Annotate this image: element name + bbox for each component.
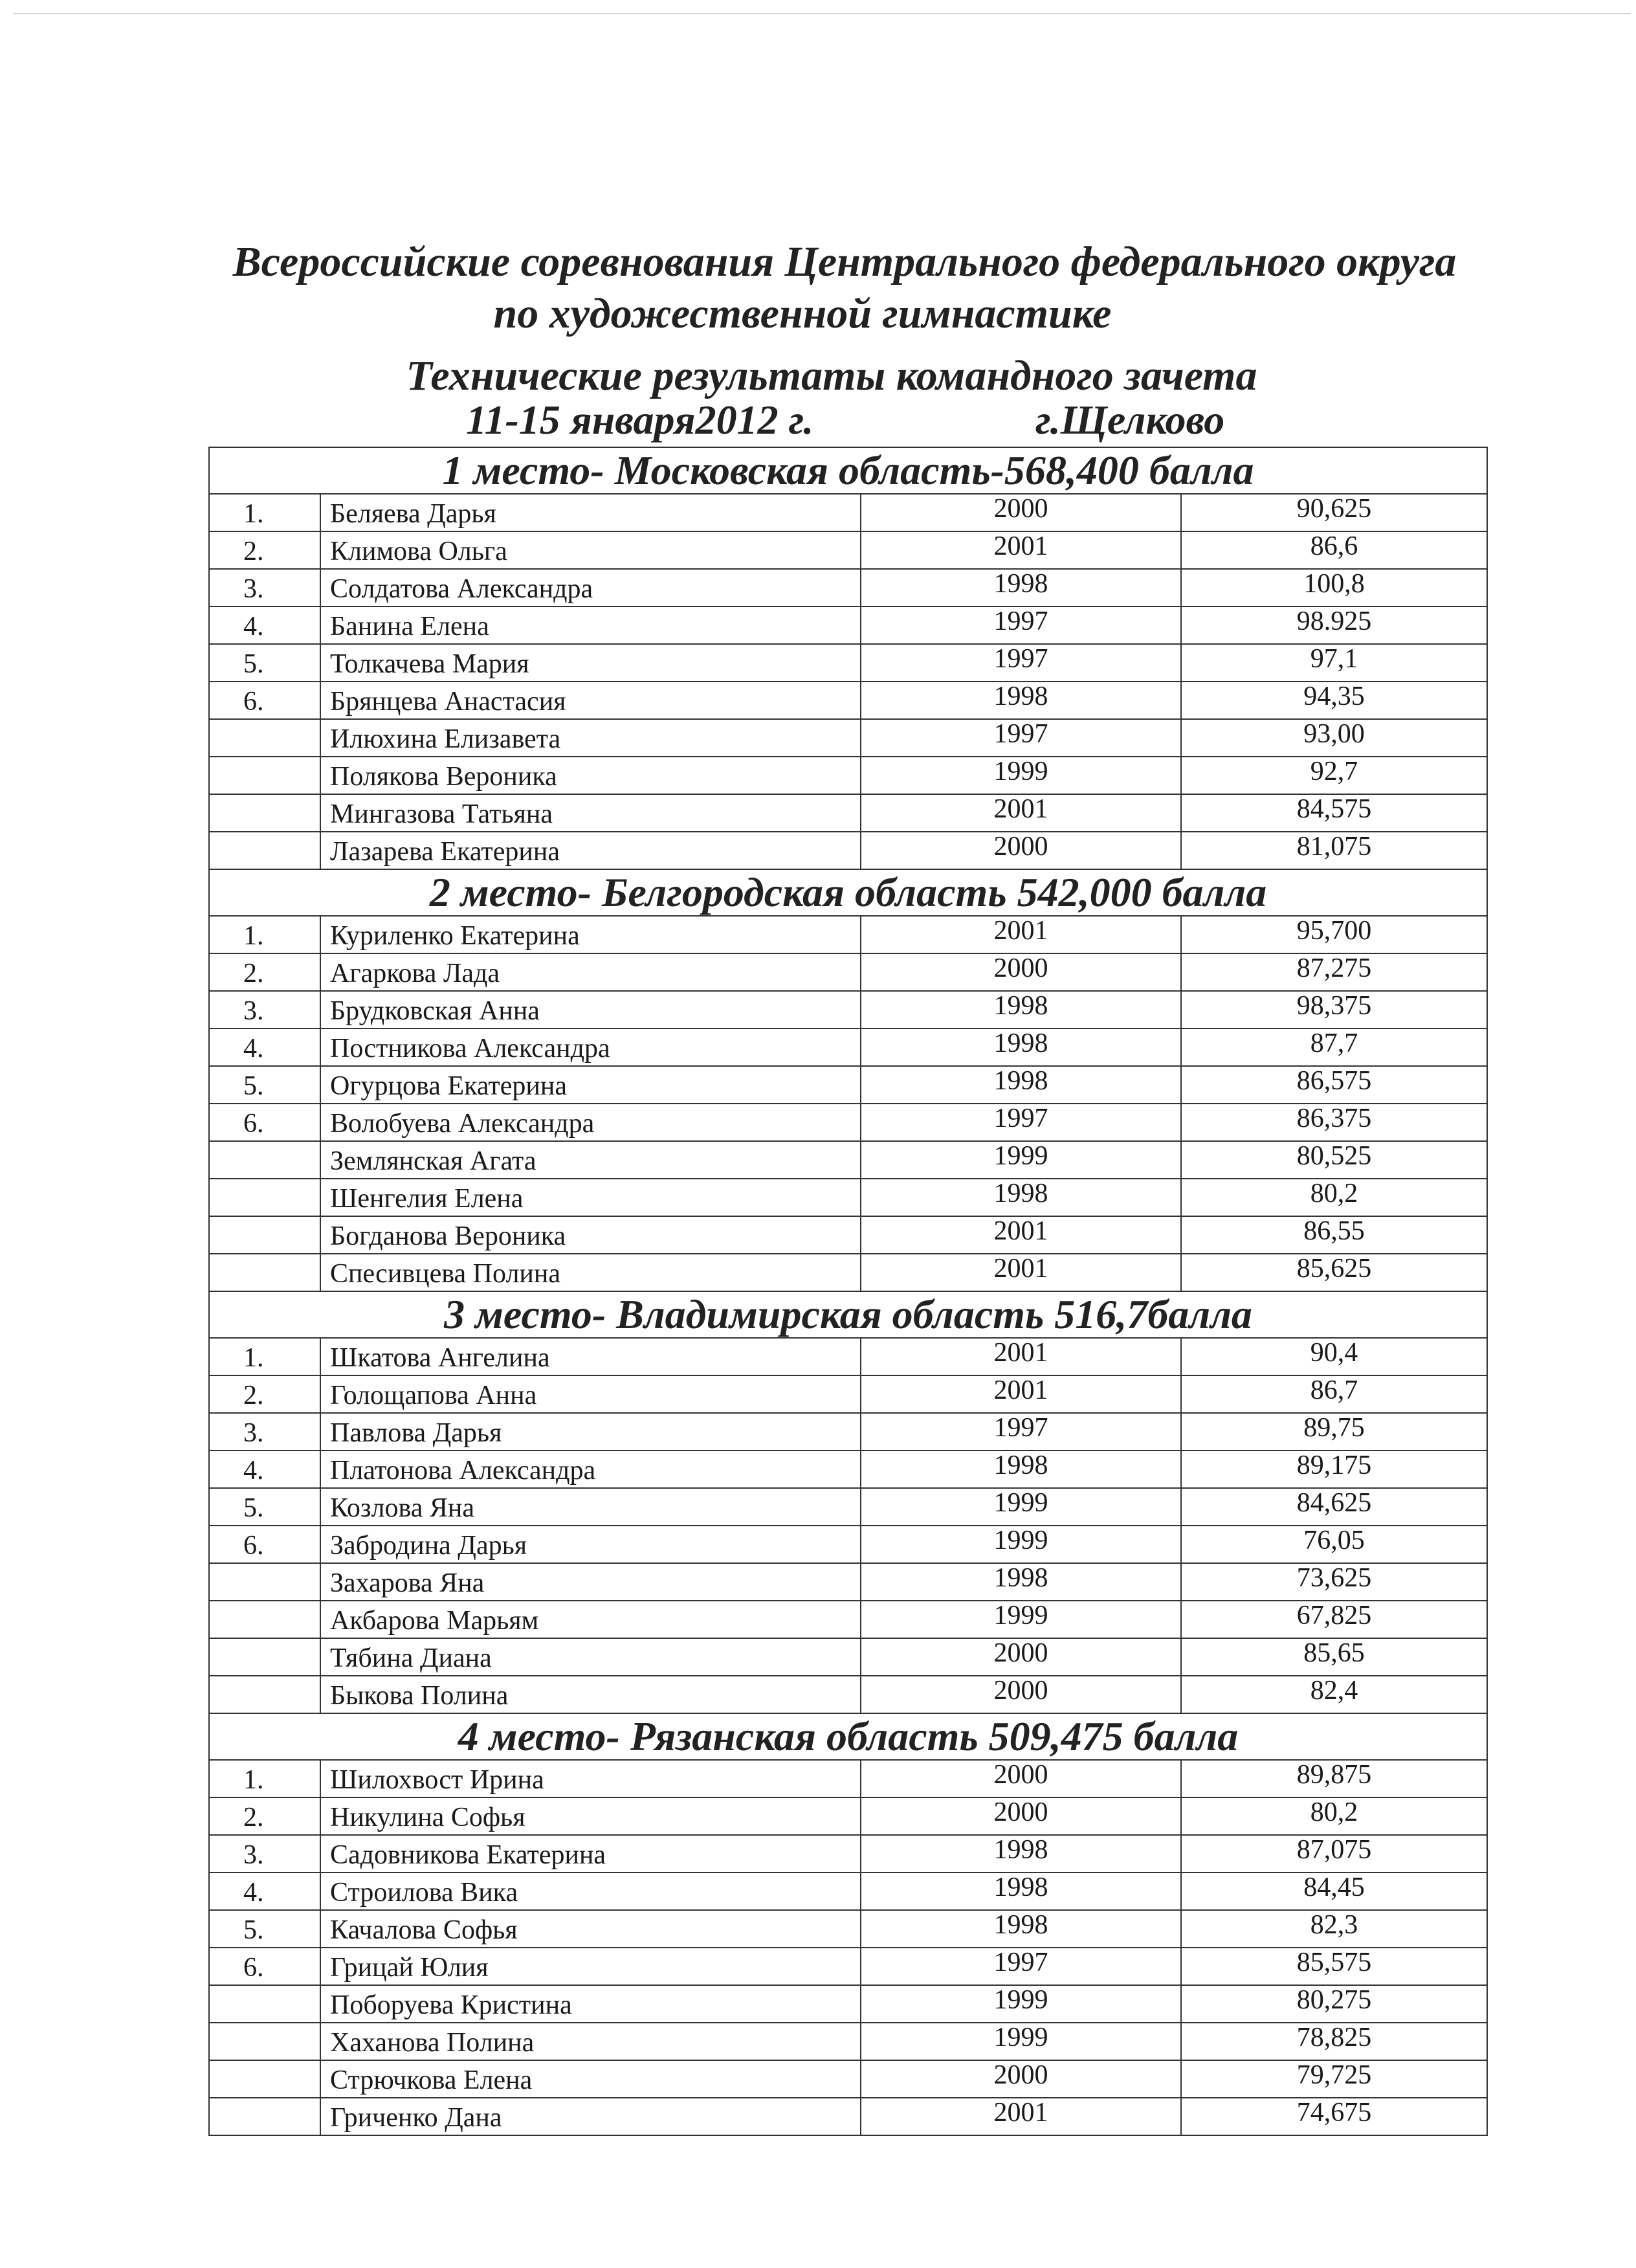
athlete-name-cell: Стрючкова Елена	[320, 2060, 861, 2098]
birth-year-cell: 1998	[861, 1910, 1181, 1948]
score-cell: 89,75	[1181, 1413, 1487, 1451]
score-cell: 94,35	[1181, 682, 1487, 719]
athlete-name-cell: Шилохвост Ирина	[320, 1760, 861, 1797]
title-line-1: Всероссийские соревнования Центрального федерального округа	[232, 238, 1457, 285]
birth-year-cell: 1998	[861, 1451, 1181, 1488]
birth-year-cell: 1999	[861, 757, 1181, 794]
table-row	[209, 719, 1487, 757]
place-number-cell	[209, 1985, 320, 2023]
title-line-3: Технические результаты командного зачета	[406, 352, 1257, 399]
athlete-name-cell: Спесивцева Полина	[320, 1254, 861, 1291]
table-row	[209, 916, 1487, 953]
score-cell: 93,00	[1181, 719, 1487, 757]
birth-year-cell: 1999	[861, 1601, 1181, 1638]
score-cell: 95,700	[1181, 916, 1487, 953]
table-row	[209, 794, 1487, 832]
place-number-cell: 6.	[209, 1104, 320, 1141]
score-cell: 80,275	[1181, 1985, 1487, 2023]
birth-year-cell: 2001	[861, 794, 1181, 832]
athlete-name-cell: Мингазова Татьяна	[320, 794, 861, 832]
team-header-row	[209, 1713, 1487, 1760]
score-cell: 80,525	[1181, 1141, 1487, 1179]
athlete-name-cell: Акбарова Марьям	[320, 1601, 861, 1638]
table-row	[209, 1141, 1487, 1179]
athlete-name-cell: Быкова Полина	[320, 1676, 861, 1713]
table-row	[209, 644, 1487, 682]
place-number-cell	[209, 1216, 320, 1254]
place-number-cell	[209, 2060, 320, 2098]
event-dates: 11-15 января2012 г.	[466, 397, 814, 443]
score-cell: 87,275	[1181, 953, 1487, 991]
table-row	[209, 2098, 1487, 2135]
score-cell: 86,55	[1181, 1216, 1487, 1254]
table-row	[209, 953, 1487, 991]
athlete-name-cell: Забродина Дарья	[320, 1526, 861, 1563]
table-row	[209, 1948, 1487, 1985]
athlete-name-cell: Брянцева Анастасия	[320, 682, 861, 719]
birth-year-cell: 1997	[861, 1948, 1181, 1985]
place-number-cell	[209, 1254, 320, 1291]
score-cell: 86,375	[1181, 1104, 1487, 1141]
table-row	[209, 1254, 1487, 1291]
athlete-name-cell: Строилова Вика	[320, 1873, 861, 1910]
score-cell: 98.925	[1181, 606, 1487, 644]
birth-year-cell: 1998	[861, 991, 1181, 1028]
athlete-name-cell: Банина Елена	[320, 606, 861, 644]
score-cell: 85,65	[1181, 1638, 1487, 1676]
place-number-cell: 2.	[209, 953, 320, 991]
birth-year-cell: 2000	[861, 1638, 1181, 1676]
athlete-name-cell: Брудковская Анна	[320, 991, 861, 1028]
place-number-cell: 3.	[209, 569, 320, 606]
athlete-name-cell: Голощапова Анна	[320, 1375, 861, 1413]
score-cell: 100,8	[1181, 569, 1487, 606]
table-row	[209, 531, 1487, 569]
athlete-name-cell: Козлова Яна	[320, 1488, 861, 1526]
athlete-name-cell: Волобуева Александра	[320, 1104, 861, 1141]
table-row	[209, 1835, 1487, 1873]
birth-year-cell: 2001	[861, 1338, 1181, 1375]
birth-year-cell: 2001	[861, 1216, 1181, 1254]
athlete-name-cell: Толкачева Мария	[320, 644, 861, 682]
place-number-cell: 6.	[209, 1948, 320, 1985]
table-row	[209, 1985, 1487, 2023]
birth-year-cell: 2000	[861, 1760, 1181, 1797]
birth-year-cell: 1998	[861, 1066, 1181, 1104]
table-row	[209, 1676, 1487, 1713]
score-cell: 97,1	[1181, 644, 1487, 682]
place-number-cell	[209, 2098, 320, 2135]
score-cell: 98,375	[1181, 991, 1487, 1028]
athlete-name-cell: Поборуева Кристина	[320, 1985, 861, 2023]
birth-year-cell: 2000	[861, 494, 1181, 531]
place-number-cell: 6.	[209, 1526, 320, 1563]
table-row	[209, 1451, 1487, 1488]
place-number-cell: 2.	[209, 1797, 320, 1835]
birth-year-cell: 1997	[861, 719, 1181, 757]
place-number-cell	[209, 1179, 320, 1216]
score-cell: 67,825	[1181, 1601, 1487, 1638]
score-cell: 90,625	[1181, 494, 1487, 531]
event-city: г.Щелково	[1035, 397, 1225, 443]
score-cell: 82,4	[1181, 1676, 1487, 1713]
athlete-name-cell: Шкатова Ангелина	[320, 1338, 861, 1375]
score-cell: 86,575	[1181, 1066, 1487, 1104]
birth-year-cell: 2000	[861, 2060, 1181, 2098]
place-number-cell: 2.	[209, 531, 320, 569]
birth-year-cell: 1999	[861, 1141, 1181, 1179]
table-row	[209, 832, 1487, 869]
birth-year-cell: 1997	[861, 1104, 1181, 1141]
birth-year-cell: 2001	[861, 916, 1181, 953]
place-number-cell: 5.	[209, 1910, 320, 1948]
birth-year-cell: 1998	[861, 682, 1181, 719]
table-row	[209, 682, 1487, 719]
team-title: 2 место- Белгородская область 542,000 балла	[209, 869, 1487, 916]
birth-year-cell: 1998	[861, 1179, 1181, 1216]
birth-year-cell: 1998	[861, 1563, 1181, 1601]
place-number-cell	[209, 2023, 320, 2060]
team-header-row	[209, 447, 1487, 494]
team-results-body	[209, 447, 1487, 2135]
athlete-name-cell: Богданова Вероника	[320, 1216, 861, 1254]
place-number-cell	[209, 1638, 320, 1676]
athlete-name-cell: Куриленко Екатерина	[320, 916, 861, 953]
birth-year-cell: 1999	[861, 2023, 1181, 2060]
birth-year-cell: 1997	[861, 1413, 1181, 1451]
place-number-cell: 1.	[209, 916, 320, 953]
score-cell: 86,7	[1181, 1375, 1487, 1413]
place-number-cell: 2.	[209, 1375, 320, 1413]
athlete-name-cell: Беляева Дарья	[320, 494, 861, 531]
table-row	[209, 757, 1487, 794]
athlete-name-cell: Постникова Александра	[320, 1028, 861, 1066]
score-cell: 87,7	[1181, 1028, 1487, 1066]
place-number-cell: 5.	[209, 1488, 320, 1526]
table-row	[209, 1488, 1487, 1526]
athlete-name-cell: Грицай Юлия	[320, 1948, 861, 1985]
score-cell: 85,575	[1181, 1948, 1487, 1985]
birth-year-cell: 1998	[861, 1835, 1181, 1873]
birth-year-cell: 2001	[861, 531, 1181, 569]
place-number-cell: 4.	[209, 1873, 320, 1910]
score-cell: 84,575	[1181, 794, 1487, 832]
table-row	[209, 1179, 1487, 1216]
table-row	[209, 569, 1487, 606]
athlete-name-cell: Огурцова Екатерина	[320, 1066, 861, 1104]
table-row	[209, 1910, 1487, 1948]
score-cell: 73,625	[1181, 1563, 1487, 1601]
athlete-name-cell: Никулина Софья	[320, 1797, 861, 1835]
place-number-cell: 1.	[209, 494, 320, 531]
athlete-name-cell: Хаханова Полина	[320, 2023, 861, 2060]
team-header-row	[209, 869, 1487, 916]
table-row	[209, 1066, 1487, 1104]
place-number-cell: 1.	[209, 1760, 320, 1797]
birth-year-cell: 1999	[861, 1526, 1181, 1563]
score-cell: 89,175	[1181, 1451, 1487, 1488]
place-number-cell: 4.	[209, 606, 320, 644]
place-number-cell	[209, 1563, 320, 1601]
score-cell: 90,4	[1181, 1338, 1487, 1375]
table-row	[209, 1797, 1487, 1835]
table-row	[209, 494, 1487, 531]
birth-year-cell: 1998	[861, 1873, 1181, 1910]
score-cell: 76,05	[1181, 1526, 1487, 1563]
table-row	[209, 1028, 1487, 1066]
table-row	[209, 2060, 1487, 2098]
table-row	[209, 1873, 1487, 1910]
birth-year-cell: 1999	[861, 1488, 1181, 1526]
athlete-name-cell: Тябина Диана	[320, 1638, 861, 1676]
place-number-cell	[209, 757, 320, 794]
team-title: 1 место- Московская область-568,400 балла	[209, 447, 1487, 494]
table-row	[209, 1216, 1487, 1254]
team-results-table	[208, 447, 1488, 2136]
team-title: 4 место- Рязанская область 509,475 балла	[209, 1713, 1487, 1760]
athlete-name-cell: Полякова Вероника	[320, 757, 861, 794]
birth-year-cell: 1998	[861, 1028, 1181, 1066]
place-number-cell: 5.	[209, 644, 320, 682]
table-row	[209, 2023, 1487, 2060]
table-row	[209, 1601, 1487, 1638]
place-number-cell	[209, 1141, 320, 1179]
place-number-cell	[209, 1601, 320, 1638]
score-cell: 81,075	[1181, 832, 1487, 869]
score-cell: 85,625	[1181, 1254, 1487, 1291]
birth-year-cell: 1997	[861, 606, 1181, 644]
athlete-name-cell: Землянская Агата	[320, 1141, 861, 1179]
athlete-name-cell: Качалова Софья	[320, 1910, 861, 1948]
score-cell: 74,675	[1181, 2098, 1487, 2135]
place-number-cell	[209, 794, 320, 832]
place-number-cell	[209, 1676, 320, 1713]
table-row	[209, 1760, 1487, 1797]
birth-year-cell: 2000	[861, 953, 1181, 991]
score-cell: 84,625	[1181, 1488, 1487, 1526]
score-cell: 87,075	[1181, 1835, 1487, 1873]
title-line-2: по художественной гимнастике	[493, 290, 1112, 337]
score-cell: 80,2	[1181, 1797, 1487, 1835]
table-row	[209, 1526, 1487, 1563]
place-number-cell: 6.	[209, 682, 320, 719]
place-number-cell	[209, 832, 320, 869]
athlete-name-cell: Агаркова Лада	[320, 953, 861, 991]
scan-edge-line	[13, 13, 1631, 14]
score-cell: 80,2	[1181, 1179, 1487, 1216]
athlete-name-cell: Платонова Александра	[320, 1451, 861, 1488]
score-cell: 92,7	[1181, 757, 1487, 794]
score-cell: 78,825	[1181, 2023, 1487, 2060]
athlete-name-cell: Павлова Дарья	[320, 1413, 861, 1451]
athlete-name-cell: Илюхина Елизавета	[320, 719, 861, 757]
birth-year-cell: 2001	[861, 2098, 1181, 2135]
score-cell: 89,875	[1181, 1760, 1487, 1797]
birth-year-cell: 1999	[861, 1985, 1181, 2023]
place-number-cell: 3.	[209, 1835, 320, 1873]
place-number-cell	[209, 719, 320, 757]
table-row	[209, 1338, 1487, 1375]
table-row	[209, 1104, 1487, 1141]
birth-year-cell: 1997	[861, 644, 1181, 682]
athlete-name-cell: Гриченко Дана	[320, 2098, 861, 2135]
place-number-cell: 4.	[209, 1028, 320, 1066]
place-number-cell: 5.	[209, 1066, 320, 1104]
athlete-name-cell: Климова Ольга	[320, 531, 861, 569]
score-cell: 82,3	[1181, 1910, 1487, 1948]
score-cell: 84,45	[1181, 1873, 1487, 1910]
athlete-name-cell: Захарова Яна	[320, 1563, 861, 1601]
birth-year-cell: 2000	[861, 1676, 1181, 1713]
athlete-name-cell: Шенгелия Елена	[320, 1179, 861, 1216]
table-row	[209, 1413, 1487, 1451]
table-row	[209, 1375, 1487, 1413]
place-number-cell: 1.	[209, 1338, 320, 1375]
table-row	[209, 991, 1487, 1028]
place-number-cell: 4.	[209, 1451, 320, 1488]
team-title: 3 место- Владимирская область 516,7балла	[209, 1291, 1487, 1338]
team-header-row	[209, 1291, 1487, 1338]
place-number-cell: 3.	[209, 991, 320, 1028]
table-row	[209, 1563, 1487, 1601]
score-cell: 86,6	[1181, 531, 1487, 569]
place-number-cell: 3.	[209, 1413, 320, 1451]
birth-year-cell: 2000	[861, 832, 1181, 869]
athlete-name-cell: Лазарева Екатерина	[320, 832, 861, 869]
birth-year-cell: 1998	[861, 569, 1181, 606]
score-cell: 79,725	[1181, 2060, 1487, 2098]
table-row	[209, 606, 1487, 644]
birth-year-cell: 2001	[861, 1254, 1181, 1291]
birth-year-cell: 2000	[861, 1797, 1181, 1835]
athlete-name-cell: Солдатова Александра	[320, 569, 861, 606]
athlete-name-cell: Садовникова Екатерина	[320, 1835, 861, 1873]
table-row	[209, 1638, 1487, 1676]
birth-year-cell: 2001	[861, 1375, 1181, 1413]
